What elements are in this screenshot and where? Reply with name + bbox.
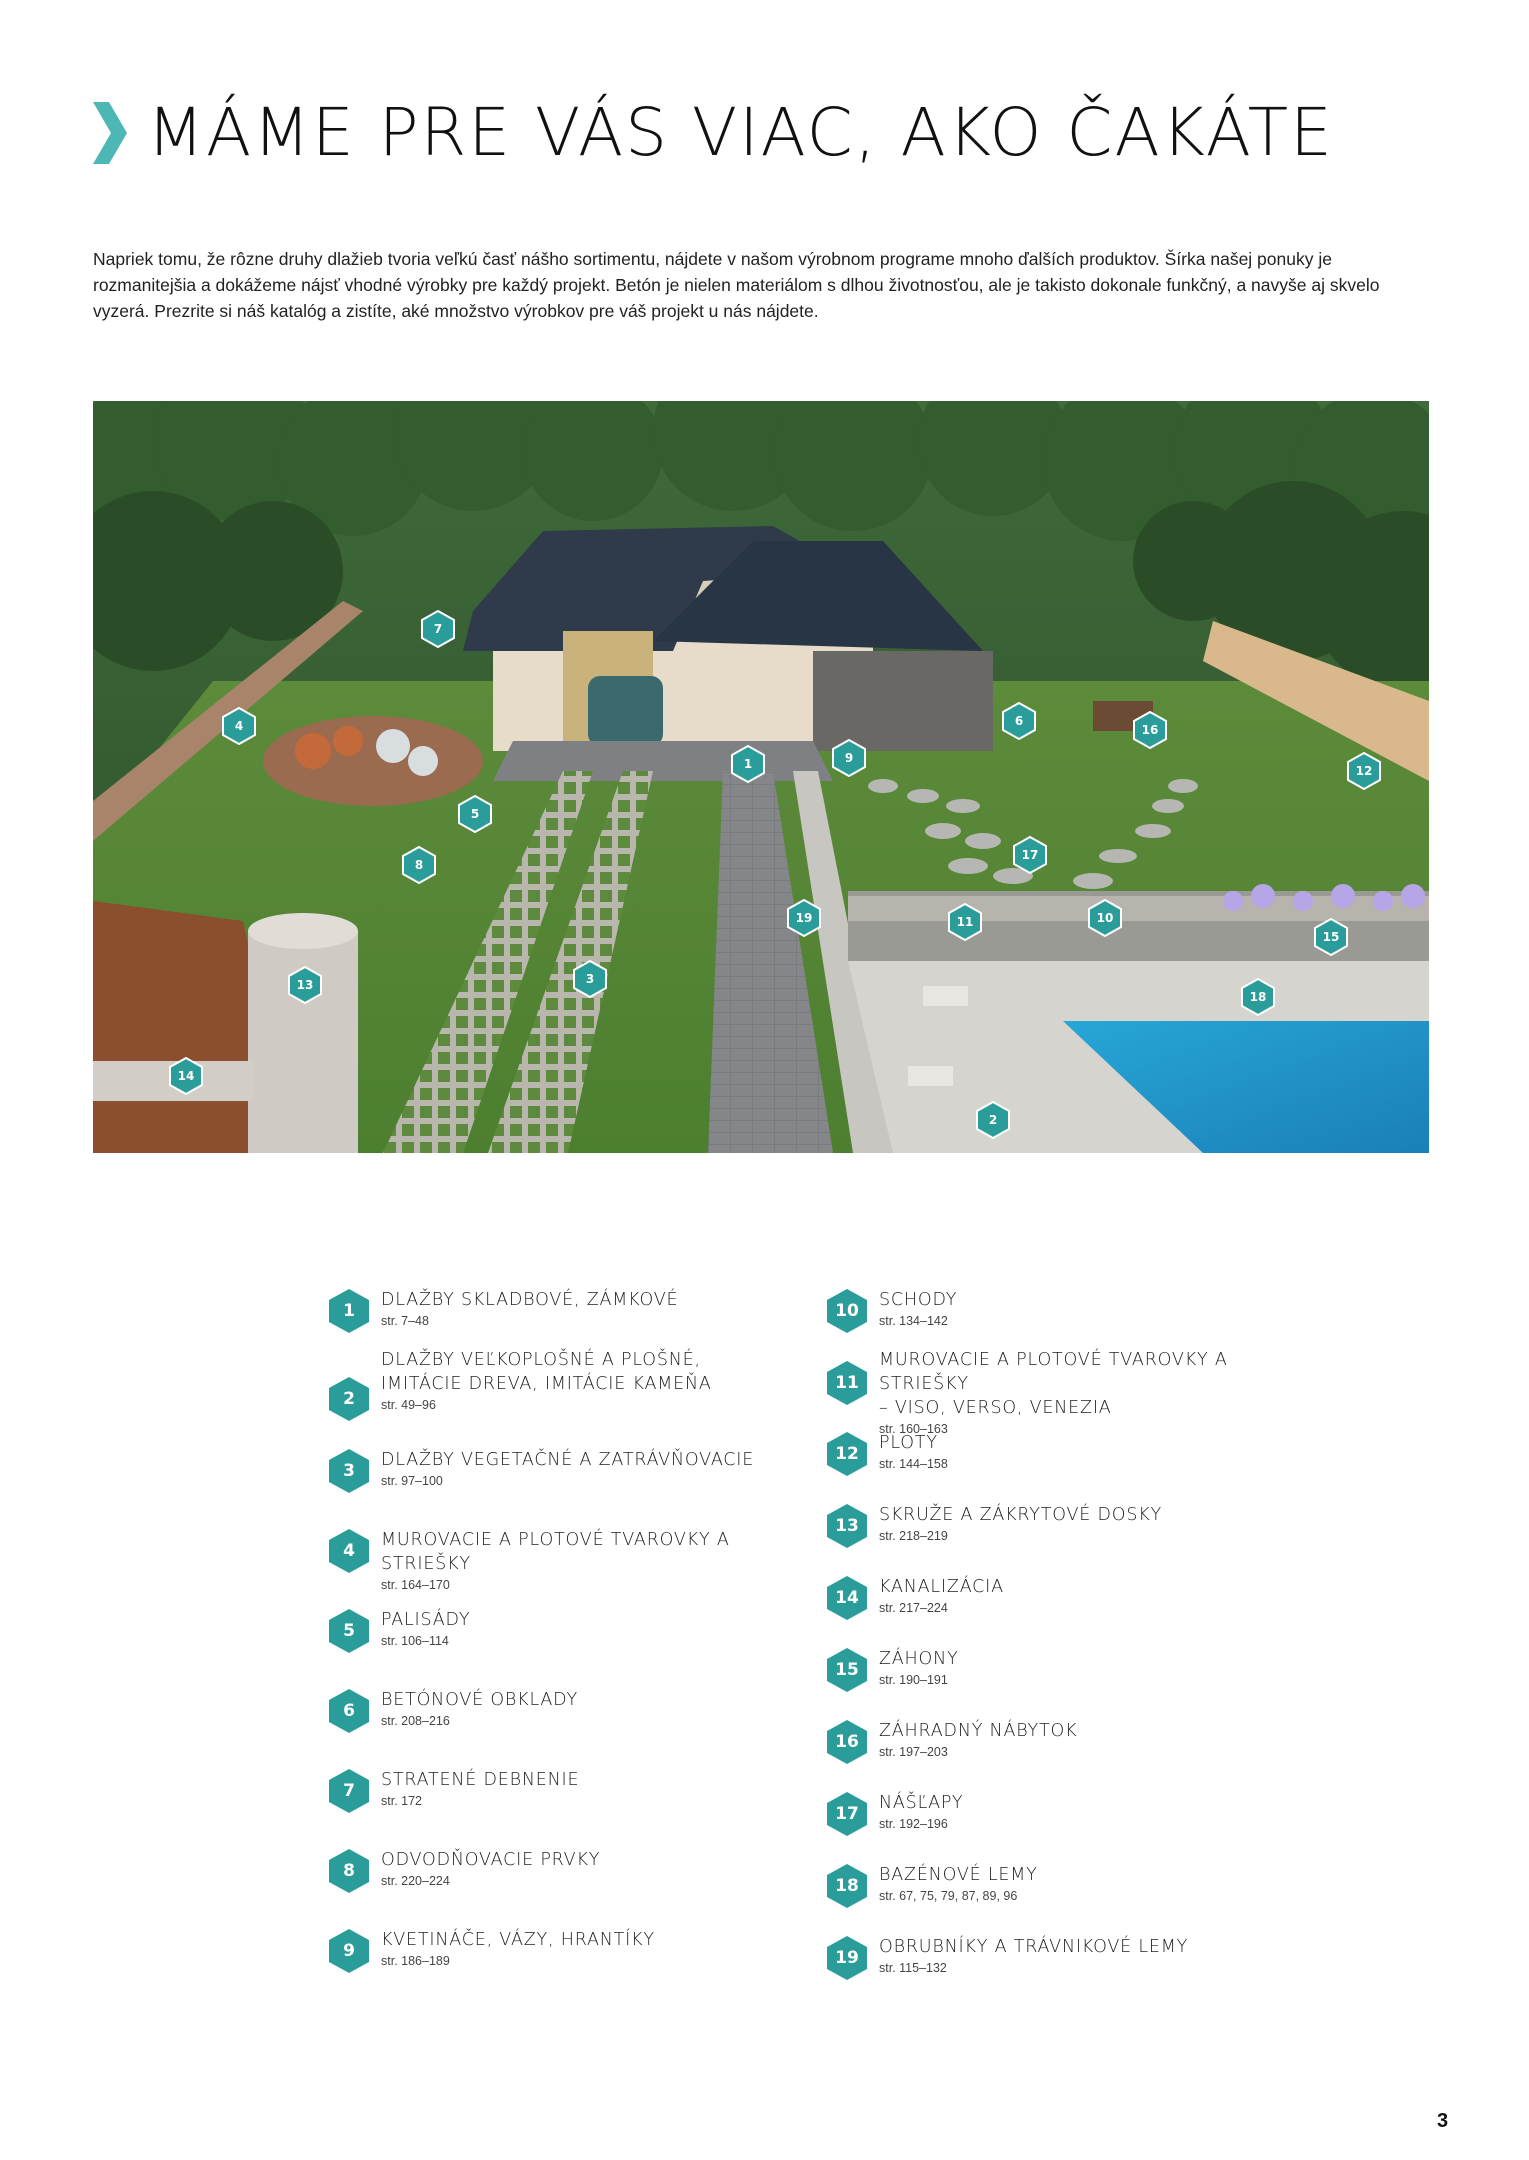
legend-label: MUROVACIE A PLOTOVÉ TVAROVKY A STRIEŠKY <box>879 1350 1228 1394</box>
legend-pages: str. 49–96 <box>381 1398 436 1412</box>
hex-number-icon: 17 <box>826 1791 868 1837</box>
marker-11[interactable]: 11 <box>948 903 982 941</box>
marker-17[interactable]: 17 <box>1013 836 1047 874</box>
marker-8[interactable]: 8 <box>402 846 436 884</box>
hex-number-icon: 10 <box>826 1288 868 1334</box>
legend-label: DLAŽBY VEĽKOPLOŠNÉ A PLOŠNÉ, <box>381 1350 701 1370</box>
legend-label: DLAŽBY VEGETAČNÉ A ZATRÁVŇOVACIE <box>381 1450 755 1470</box>
legend-pages: str. 134–142 <box>879 1314 948 1328</box>
legend-label: BAZÉNOVÉ LEMY <box>879 1865 1038 1885</box>
chevron-right-icon <box>93 102 127 164</box>
legend-pages: str. 190–191 <box>879 1673 948 1687</box>
legend-pages: str. 144–158 <box>879 1457 948 1471</box>
marker-12[interactable]: 12 <box>1347 752 1381 790</box>
marker-5[interactable]: 5 <box>458 795 492 833</box>
legend-label: SKRUŽE A ZÁKRYTOVÉ DOSKY <box>879 1505 1163 1525</box>
legend-pages: str. 220–224 <box>381 1874 450 1888</box>
marker-14[interactable]: 14 <box>169 1057 203 1095</box>
marker-3[interactable]: 3 <box>573 960 607 998</box>
legend-pages: str. 197–203 <box>879 1745 948 1759</box>
legend-label: DLAŽBY SKLADBOVÉ, ZÁMKOVÉ <box>381 1290 679 1310</box>
legend-pages: str. 160–163 <box>879 1422 948 1436</box>
legend-pages: str. 172 <box>381 1794 422 1808</box>
marker-7[interactable]: 7 <box>421 610 455 648</box>
hex-number-icon: 15 <box>826 1647 868 1693</box>
marker-1[interactable]: 1 <box>731 745 765 783</box>
legend-label: BETÓNOVÉ OBKLADY <box>381 1690 578 1710</box>
legend-label: NÁŠĽAPY <box>879 1793 964 1813</box>
legend-pages: str. 208–216 <box>381 1714 450 1728</box>
legend-pages: str. 164–170 <box>381 1578 450 1592</box>
hex-number-icon: 7 <box>328 1768 370 1814</box>
marker-10[interactable]: 10 <box>1088 899 1122 937</box>
page-title: MÁME PRE VÁS VIAC, AKO ČAKÁTE <box>147 94 1334 171</box>
legend-label: SCHODY <box>879 1290 958 1310</box>
page-number: 3 <box>1437 2110 1449 2132</box>
hex-number-icon: 11 <box>826 1360 868 1406</box>
marker-4[interactable]: 4 <box>222 707 256 745</box>
legend-pages: str. 67, 75, 79, 87, 89, 96 <box>879 1889 1018 1903</box>
marker-13[interactable]: 13 <box>288 966 322 1004</box>
legend-pages: str. 218–219 <box>879 1529 948 1543</box>
hex-number-icon: 4 <box>328 1528 370 1574</box>
marker-18[interactable]: 18 <box>1241 978 1275 1016</box>
legend-label: STRATENÉ DEBNENIE <box>381 1770 580 1790</box>
legend-label: ODVODŇOVACIE PRVKY <box>381 1850 601 1870</box>
marker-15[interactable]: 15 <box>1314 918 1348 956</box>
marker-16[interactable]: 16 <box>1133 711 1167 749</box>
hex-number-icon: 13 <box>826 1503 868 1549</box>
hex-number-icon: 18 <box>826 1863 868 1909</box>
page-heading <box>93 94 1334 171</box>
legend-pages: str. 106–114 <box>381 1634 449 1648</box>
hex-number-icon: 1 <box>328 1288 370 1334</box>
hex-number-icon: 12 <box>826 1431 868 1477</box>
marker-9[interactable]: 9 <box>832 739 866 777</box>
hex-number-icon: 3 <box>328 1448 370 1494</box>
hex-number-icon: 14 <box>826 1575 868 1621</box>
hex-number-icon: 19 <box>826 1935 868 1981</box>
legend-pages: str. 7–48 <box>381 1314 429 1328</box>
hex-number-icon: 16 <box>826 1719 868 1765</box>
legend-label: PALISÁDY <box>381 1610 471 1630</box>
legend-pages: str. 115–132 <box>879 1961 947 1975</box>
marker-19[interactable]: 19 <box>787 899 821 937</box>
legend-label: KANALIZÁCIA <box>879 1577 1004 1597</box>
hex-number-icon: 2 <box>328 1376 370 1422</box>
legend-label-line2: – VISO, VERSO, VENEZIA <box>879 1398 1112 1418</box>
legend-label-line2: IMITÁCIE DREVA, IMITÁCIE KAMEŇA <box>381 1374 712 1394</box>
legend-pages: str. 186–189 <box>381 1954 450 1968</box>
hex-number-icon: 9 <box>328 1928 370 1974</box>
garden-illustration <box>93 401 1429 1153</box>
marker-6[interactable]: 6 <box>1002 702 1036 740</box>
hex-number-icon: 5 <box>328 1608 370 1654</box>
hex-number-icon: 8 <box>328 1848 370 1894</box>
legend-label: MUROVACIE A PLOTOVÉ TVAROVKY A STRIEŠKY <box>381 1530 730 1574</box>
legend-label: ZÁHONY <box>879 1649 959 1669</box>
hex-number-icon: 6 <box>328 1688 370 1734</box>
legend-pages: str. 97–100 <box>381 1474 443 1488</box>
legend-label: PLOTY <box>879 1433 938 1453</box>
legend-label: ZÁHRADNÝ NÁBYTOK <box>879 1721 1078 1741</box>
legend-label: KVETINÁČE, VÁZY, HRANTÍKY <box>381 1930 655 1950</box>
legend-pages: str. 192–196 <box>879 1817 948 1831</box>
legend-label: OBRUBNÍKY A TRÁVNIKOVÉ LEMY <box>879 1937 1189 1957</box>
intro-paragraph: Napriek tomu, že rôzne druhy dlažieb tvoria veľkú časť nášho sortimentu, nájdete v našom výrobnom programe mnoho ďalších produktov. Šírka našej ponuky je rozmanitejšia a dokážeme nájsť vhodné výrobky pre každý projekt. Betón je nielen materiálom s dlhou životnosťou, ale je takisto dokonale funkčný, a navyše aj skvelo vyzerá. Prezrite si náš katalóg a zistíte, aké množstvo výrobkov pre váš projekt u nás nájdete. <box>93 249 1380 321</box>
legend-pages: str. 217–224 <box>879 1601 948 1615</box>
marker-2[interactable]: 2 <box>976 1101 1010 1139</box>
